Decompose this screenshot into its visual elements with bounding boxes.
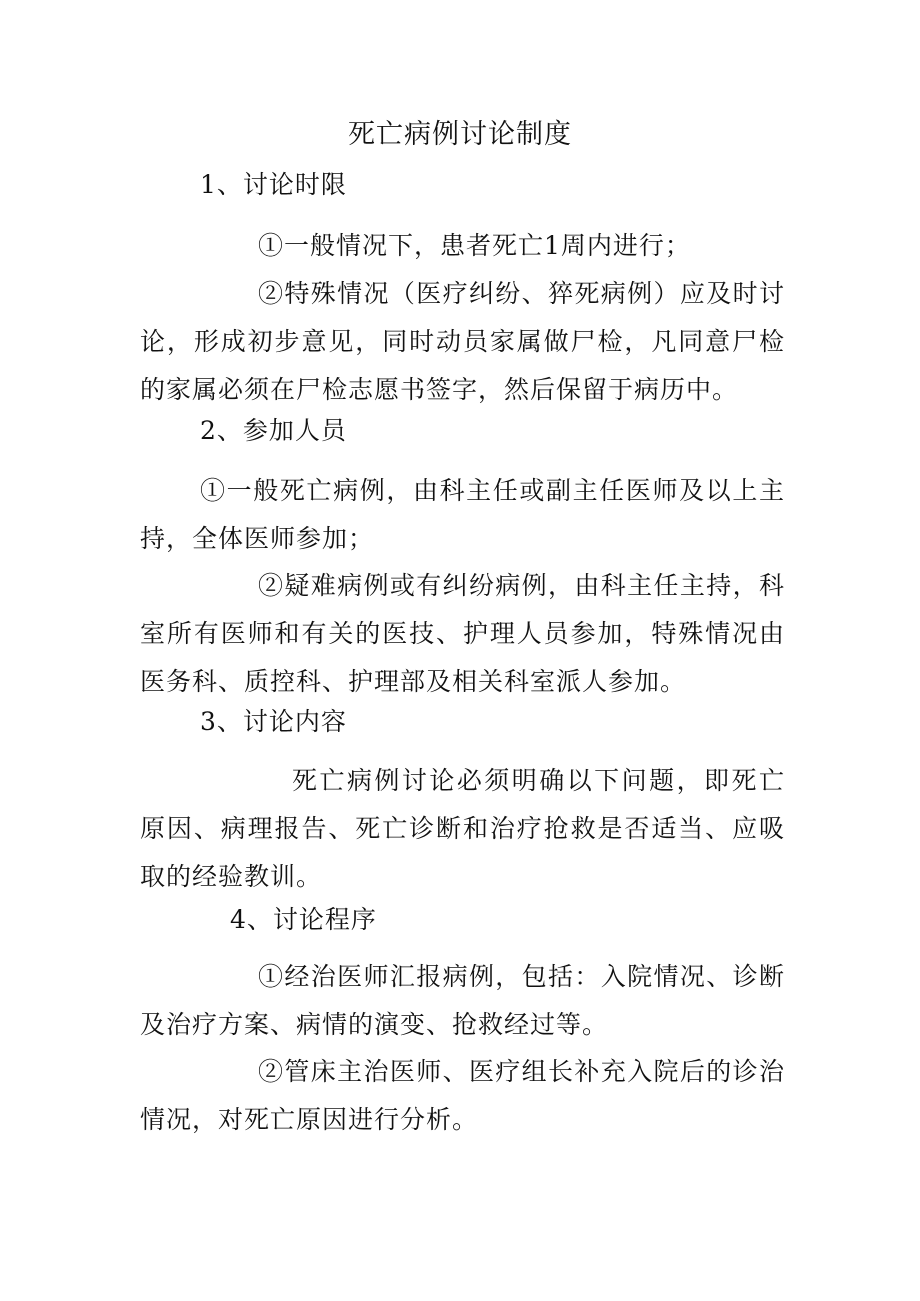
- section-2-paragraph-2: ②疑难病例或有纠纷病例，由科主任主持，科室所有医师和有关的医技、护理人员参加，特殊情况由医务科、质控科、护理部及相关科室派人参加。: [140, 571, 785, 696]
- section-heading-4: 4、讨论程序: [230, 905, 377, 934]
- section-1-paragraph-2: ②特殊情况（医疗纠纷、猝死病例）应及时讨论，形成初步意见，同时动员家属做尸检，凡同意尸检的家属必须在尸检志愿书签字，然后保留于病历中。: [140, 279, 785, 404]
- section-4-paragraph-2: ②管床主治医师、医疗组长补充入院后的诊治情况，对死亡原因进行分析。: [140, 1057, 785, 1134]
- section-4-paragraph-1: ①经治医师汇报病例，包括：入院情况、诊断及治疗方案、病情的演变、抢救经过等。: [140, 962, 785, 1039]
- section-heading-3: 3、讨论内容: [200, 707, 347, 736]
- section-heading-1: 1、讨论时限: [200, 170, 347, 199]
- section-3-paragraph-1: 死亡病例讨论必须明确以下问题，即死亡原因、病理报告、死亡诊断和治疗抢救是否适当、应吸取的经验教训。: [140, 766, 785, 891]
- section-1-paragraph-1: ①一般情况下，患者死亡1周内进行；: [258, 231, 691, 260]
- document-title: 死亡病例讨论制度: [348, 119, 572, 150]
- section-2-paragraph-1: ①一般死亡病例，由科主任或副主任医师及以上主持，全体医师参加；: [140, 476, 785, 553]
- section-heading-2: 2、参加人员: [200, 416, 347, 445]
